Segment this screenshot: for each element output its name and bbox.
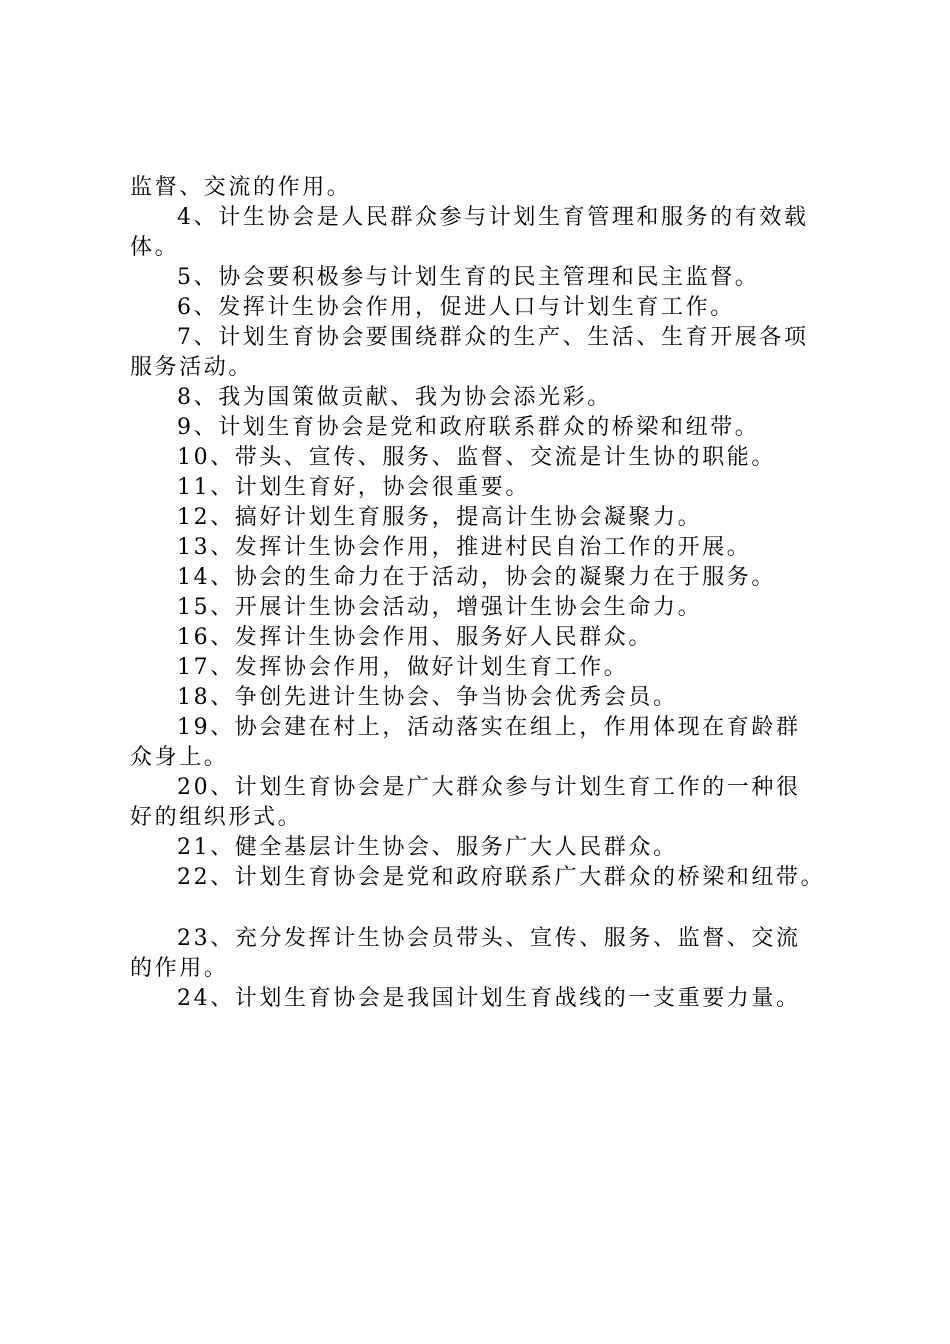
text-line: 19、协会建在村上，活动落实在组上，作用体现在育龄群 [177, 715, 801, 740]
text-line: 7、计划生育协会要围绕群众的生产、生活、生育开展各项 [177, 325, 809, 350]
text-line: 5、协会要积极参与计划生育的民主管理和民主监督。 [177, 265, 760, 290]
text-line: 20、计划生育协会是广大群众参与计划生育工作的一种很 [177, 775, 801, 800]
paragraph-item-9 [130, 413, 835, 443]
text-line: 14、协会的生命力在于活动，协会的凝聚力在于服务。 [177, 565, 776, 590]
paragraph-item-22 [130, 863, 835, 893]
text-line: 10、带头、宣传、服务、监督、交流是计生协的职能。 [177, 445, 776, 470]
text-line: 4、计生协会是人民群众参与计划生育管理和服务的有效载 [177, 205, 809, 230]
text-line: 16、发挥计生协会作用、服务好人民群众。 [177, 625, 653, 650]
document-body [130, 173, 835, 1014]
paragraph-item-21 [130, 833, 835, 863]
text-line: 21、健全基层计生协会、服务广大人民群众。 [177, 835, 678, 860]
text-line: 15、开展计生协会活动，增强计生协会生命力。 [177, 595, 703, 620]
text-line: 17、发挥协会作用，做好计划生育工作。 [177, 655, 629, 680]
paragraph-item-4 [130, 203, 835, 263]
paragraph-continuation [130, 173, 835, 203]
paragraph-item-6 [130, 293, 835, 323]
paragraph-item-5 [130, 263, 835, 293]
text-line: 12、搞好计划生育服务，提高计生协会凝聚力。 [177, 505, 703, 530]
paragraph-item-16 [130, 623, 835, 653]
paragraph-item-12 [130, 503, 835, 533]
text-line: 13、发挥计生协会作用，推进村民自治工作的开展。 [177, 535, 752, 560]
paragraph-item-17 [130, 653, 835, 683]
paragraph-item-14 [130, 563, 835, 593]
paragraph-item-19 [130, 713, 835, 773]
text-line: 22、计划生育协会是党和政府联系广大群众的桥梁和纽带。 [177, 865, 826, 890]
paragraph-item-15 [130, 593, 835, 623]
paragraph-item-11 [130, 473, 835, 503]
paragraph-item-10 [130, 443, 835, 473]
text-line: 9、计划生育协会是党和政府联系群众的桥梁和纽带。 [177, 415, 760, 440]
text-line: 18、争创先进计生协会、争当协会优秀会员。 [177, 685, 678, 710]
text-line: 8、我为国策做贡献、我为协会添光彩。 [177, 385, 612, 410]
text-line: 11、计划生育好，协会很重要。 [177, 475, 530, 500]
paragraph-item-23 [130, 924, 835, 984]
paragraph-item-8 [130, 383, 835, 413]
text-line: 服务活动。 [130, 355, 254, 380]
paragraph-item-7 [130, 323, 835, 383]
text-line: 好的组织形式。 [130, 805, 303, 830]
text-line: 监督、交流的作用。 [130, 175, 352, 200]
paragraph-item-24 [130, 984, 835, 1014]
text-line: 23、充分发挥计生协会员带头、宣传、服务、监督、交流 [177, 926, 801, 951]
text-line: 众身上。 [130, 745, 229, 770]
text-line: 体。 [130, 235, 180, 260]
paragraph-item-20 [130, 773, 835, 833]
text-line: 24、计划生育协会是我国计划生育战线的一支重要力量。 [177, 986, 801, 1011]
text-line: 6、发挥计生协会作用，促进人口与计划生育工作。 [177, 295, 735, 320]
blank-line [130, 893, 835, 924]
text-line: 的作用。 [130, 956, 229, 981]
paragraph-item-13 [130, 533, 835, 563]
paragraph-item-18 [130, 683, 835, 713]
